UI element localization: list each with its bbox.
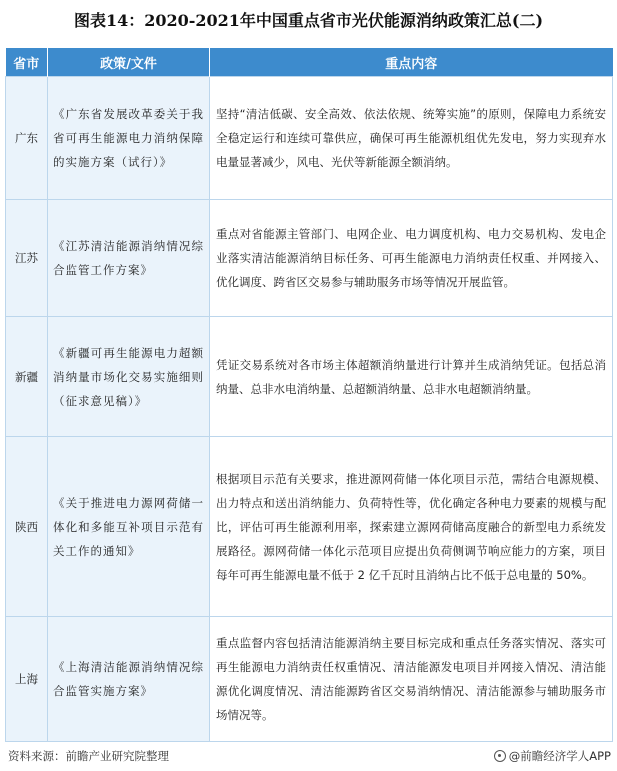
brand-label: @前瞻经济学人APP bbox=[508, 749, 611, 763]
qianzhan-logo-icon bbox=[494, 750, 506, 762]
document-cell: 《新疆可再生能源电力超额消纳量市场化交易实施细则（征求意见稿）》 bbox=[48, 317, 210, 437]
header-province: 省市 bbox=[6, 48, 48, 77]
table-row bbox=[6, 317, 613, 437]
content-cell: 重点对省能源主管部门、电网企业、电力调度机构、电力交易机构、发电企业落实清洁能源消纳目标任务、可再生能源电力消纳责任权重、并网接入、优化调度、跨省区交易参与辅助服务市场等情况开展监管。 bbox=[210, 200, 613, 317]
table-row bbox=[6, 617, 613, 742]
table-header-row bbox=[6, 48, 613, 77]
brand-credit bbox=[494, 748, 611, 764]
table-row bbox=[6, 77, 613, 200]
province-cell: 广东 bbox=[6, 77, 48, 200]
page-title: 图表14：2020-2021年中国重点省市光伏能源消纳政策汇总(二) bbox=[73, 11, 544, 30]
header-content: 重点内容 bbox=[210, 48, 613, 77]
province-cell: 江苏 bbox=[6, 200, 48, 317]
policy-table bbox=[5, 48, 613, 742]
province-cell: 新疆 bbox=[6, 317, 48, 437]
document-cell: 《广东省发展改革委关于我省可再生能源电力消纳保障的实施方案（试行）》 bbox=[48, 77, 210, 200]
document-cell: 《上海清洁能源消纳情况综合监管实施方案》 bbox=[48, 617, 210, 742]
province-cell: 上海 bbox=[6, 617, 48, 742]
document-cell: 《江苏清洁能源消纳情况综合监管工作方案》 bbox=[48, 200, 210, 317]
document-cell: 《关于推进电力源网荷储一体化和多能互补项目示范有关工作的通知》 bbox=[48, 437, 210, 617]
header-document: 政策/文件 bbox=[48, 48, 210, 77]
table-row bbox=[6, 437, 613, 617]
content-cell: 重点监督内容包括清洁能源消纳主要目标完成和重点任务落实情况、落实可再生能源电力消纳责任权重情况、清洁能源发电项目并网接入情况、清洁能源优化调度情况、清洁能源跨省区交易消纳情况、清洁能源参与辅助服务市场情况等。 bbox=[210, 617, 613, 742]
province-cell: 陕西 bbox=[6, 437, 48, 617]
content-cell: 凭证交易系统对各市场主体超额消纳量进行计算并生成消纳凭证。包括总消纳量、总非水电消纳量、总超额消纳量、总非水电超额消纳量。 bbox=[210, 317, 613, 437]
table-row bbox=[6, 200, 613, 317]
content-cell: 根据项目示范有关要求，推进源网荷储一体化项目示范，需结合电源规模、出力特点和送出消纳能力、负荷特性等，优化确定各种电力要素的规模与配比，评估可再生能源利用率，探索建立源网荷储高度融合的新型电力系统发展路径。源网荷储一体化示范项目应提出负荷侧调节响应能力的方案，项目每年可再生能源电量不低于 2 亿千瓦时且消纳占比不低于总电量的 50%。 bbox=[210, 437, 613, 617]
source-note: 资料来源：前瞻产业研究院整理 bbox=[8, 749, 169, 763]
content-cell: 坚持“清洁低碳、安全高效、依法依规、统筹实施”的原则，保障电力系统安全稳定运行和连续可靠供应，确保可再生能源机组优先发电，努力实现弃水电量显著减少，风电、光伏等新能源全额消纳。 bbox=[210, 77, 613, 200]
